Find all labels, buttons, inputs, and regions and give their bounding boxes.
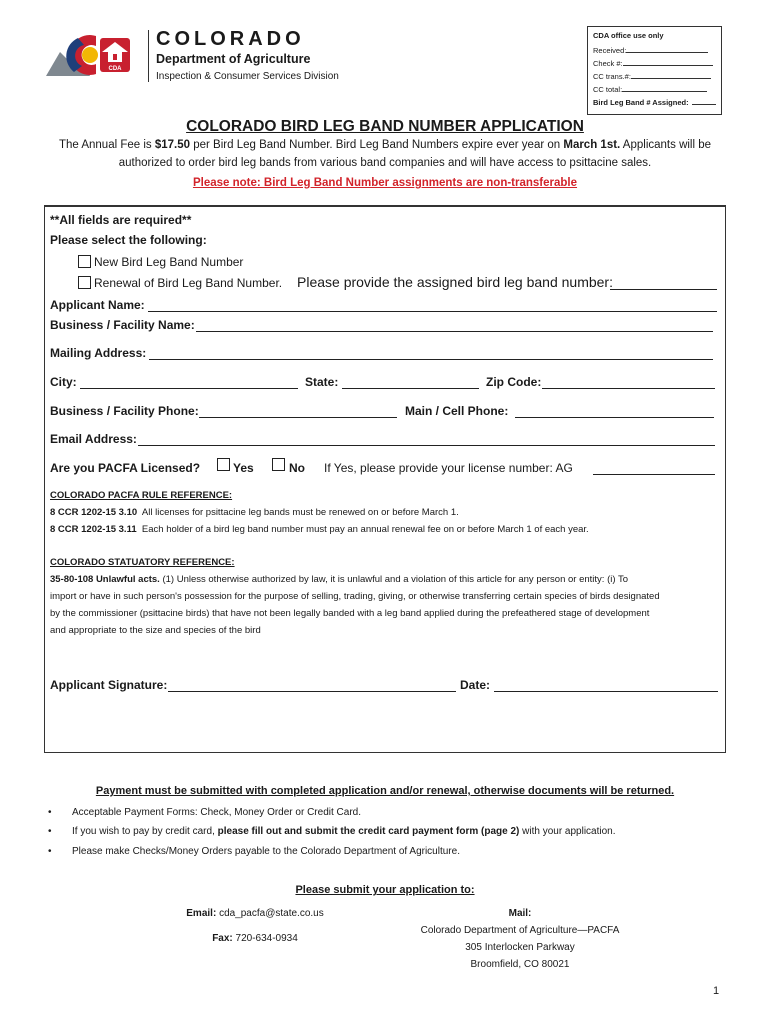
applicant-name-label: Applicant Name: (50, 298, 145, 312)
mail-line-3: Broomfield, CO 80021 (470, 959, 570, 970)
division-name: Inspection & Consumer Services Division (156, 71, 339, 82)
cc-total-field[interactable] (622, 91, 707, 92)
business-name-label: Business / Facility Name: (50, 318, 195, 332)
main-phone-input[interactable] (515, 417, 714, 418)
mail-line-2: 305 Interlocken Parkway (465, 942, 575, 953)
zip-label: Zip Code: (486, 375, 542, 389)
check-field[interactable] (623, 65, 713, 66)
mailing-address-label: Mailing Address: (50, 346, 147, 360)
cda-logo (44, 30, 144, 80)
pacfa-yes-label: Yes (233, 461, 254, 475)
rule-2 (50, 524, 589, 535)
statute-line-3: by the commissioner (psittacine birds) that have not been legally banded with a leg band applied during the prefeathered stage of development (50, 608, 650, 619)
header-divider (148, 30, 149, 82)
band-assigned-label: Bird Leg Band # Assigned: (593, 98, 689, 107)
mail-line-1: Colorado Department of Agriculture—PACFA (420, 925, 620, 936)
statute-code: 35-80-108 Unlawful acts. (50, 574, 160, 585)
city-label: City: (50, 375, 77, 389)
statute-text-1: (1) Unless otherwise authorized by law, it is unlawful and a violation of this article for any person or entity: (i) To (162, 574, 629, 585)
band-number-input[interactable] (610, 289, 717, 290)
new-band-checkbox[interactable] (78, 255, 91, 268)
logo-text: CDA (108, 66, 122, 72)
statute-line-1 (50, 574, 628, 585)
date-label: Date: (460, 678, 491, 692)
page-title: COLORADO BIRD LEG BAND NUMBER APPLICATION (186, 118, 584, 135)
credit-card-text (72, 826, 616, 837)
non-transferable-notice: Please note: Bird Leg Band Number assignments are non-transferable (192, 177, 578, 189)
state-input[interactable] (342, 388, 479, 389)
statute-line-2: import or have in such person's possession for the purpose of selling, trading, giving, or otherwise transferring certain species of birds designated (50, 591, 660, 602)
credit-card-text-c: with your application. (519, 826, 616, 837)
intro-text-b: per Bird Leg Band Number. Bird Leg Band Numbers expire ever year on (190, 139, 564, 151)
applicant-name-input[interactable] (148, 311, 717, 312)
renewal-label: Renewal of Bird Leg Band Number. (94, 276, 283, 290)
zip-input[interactable] (542, 388, 715, 389)
check-label: Check #: (593, 59, 623, 68)
mailing-address-input[interactable] (149, 359, 713, 360)
submit-title: Please submit your application to: (295, 884, 475, 896)
intro-line-2: authorized to order bird leg bands from various band companies and will have access to psittacine sales. (118, 157, 652, 169)
credit-card-form-note: please fill out and submit the credit card payment form (page 2) (217, 826, 520, 837)
new-band-label: New Bird Leg Band Number (94, 255, 244, 269)
bullet-icon: • (48, 826, 52, 837)
statutory-reference-title: COLORADO STATUATORY REFERENCE: (50, 557, 235, 568)
cc-total-label: CC total: (593, 85, 623, 94)
intro-text-a: The Annual Fee is (58, 139, 155, 151)
rule-1-text: All licenses for psittacine leg bands must be renewed on or before March 1. (141, 507, 459, 518)
required-note: **All fields are required** (50, 213, 192, 227)
pacfa-no-label: No (289, 461, 305, 475)
cc-trans-field[interactable] (631, 78, 711, 79)
state-label: State: (305, 375, 339, 389)
rule-2-text: Each holder of a bird leg band number must pay an annual renewal fee on or before March 1 of each year. (141, 524, 589, 535)
fax-contact-label: Fax: (212, 933, 233, 944)
department-name: Department of Agriculture (156, 52, 311, 66)
email-label: Email Address: (50, 432, 137, 446)
select-prompt: Please select the following: (50, 233, 207, 247)
intro-text-c: Applicants will be (620, 139, 712, 151)
bullet-icon: • (48, 807, 52, 818)
pacfa-no-checkbox[interactable] (272, 458, 285, 471)
pacfa-question: Are you PACFA Licensed? (50, 461, 201, 475)
received-field[interactable] (626, 52, 708, 53)
rule-reference-title: COLORADO PACFA RULE REFERENCE: (50, 490, 233, 501)
main-phone-label: Main / Cell Phone: (405, 404, 509, 418)
rule-1 (50, 507, 459, 518)
band-assigned-field[interactable] (692, 104, 716, 105)
license-number-input[interactable] (593, 474, 715, 475)
payment-forms-text: Acceptable Payment Forms: Check, Money Order or Credit Card. (72, 807, 361, 818)
cc-trans-label: CC trans.#: (593, 72, 631, 81)
email-contact-label: Email: (186, 908, 217, 919)
fax-contact (130, 933, 380, 944)
email-contact-value[interactable]: cda_pacfa@state.co.us (219, 908, 324, 919)
email-input[interactable] (138, 445, 715, 446)
payment-title: Payment must be submitted with completed application and/or renewal, otherwise documents will be returned. (95, 785, 675, 797)
email-contact (130, 908, 380, 919)
rule-2-code: 8 CCR 1202-15 3.11 (50, 524, 137, 535)
license-prompt: If Yes, please provide your license number: AG (324, 461, 573, 475)
renewal-prompt: Please provide the assigned bird leg band number: (297, 274, 613, 290)
date-input[interactable] (494, 691, 718, 692)
bullet-icon: • (48, 846, 52, 857)
business-name-input[interactable] (196, 331, 713, 332)
pacfa-yes-checkbox[interactable] (217, 458, 230, 471)
fax-contact-value: 720-634-0934 (235, 933, 298, 944)
rule-1-code: 8 CCR 1202-15 3.10 (50, 507, 138, 518)
business-phone-label: Business / Facility Phone: (50, 404, 199, 418)
signature-label: Applicant Signature: (50, 678, 168, 692)
annual-fee: $17.50 (154, 139, 191, 151)
page-number: 1 (713, 985, 720, 997)
city-input[interactable] (80, 388, 298, 389)
business-phone-input[interactable] (199, 417, 397, 418)
brand-name: COLORADO (156, 28, 305, 50)
signature-input[interactable] (168, 691, 456, 692)
expiry-date: March 1st. (563, 139, 621, 151)
mail-label: Mail: (508, 908, 532, 919)
payable-to-text: Please make Checks/Money Orders payable to the Colorado Department of Agriculture. (72, 846, 460, 857)
office-use-title: CDA office use only (593, 31, 664, 40)
statute-line-4: and appropriate to the size and species of the bird (50, 625, 261, 636)
office-use-box (587, 26, 722, 115)
intro-line-1 (0, 139, 770, 151)
renewal-checkbox[interactable] (78, 276, 91, 289)
credit-card-text-a: If you wish to pay by credit card, (72, 826, 218, 837)
received-label: Received: (593, 46, 627, 55)
